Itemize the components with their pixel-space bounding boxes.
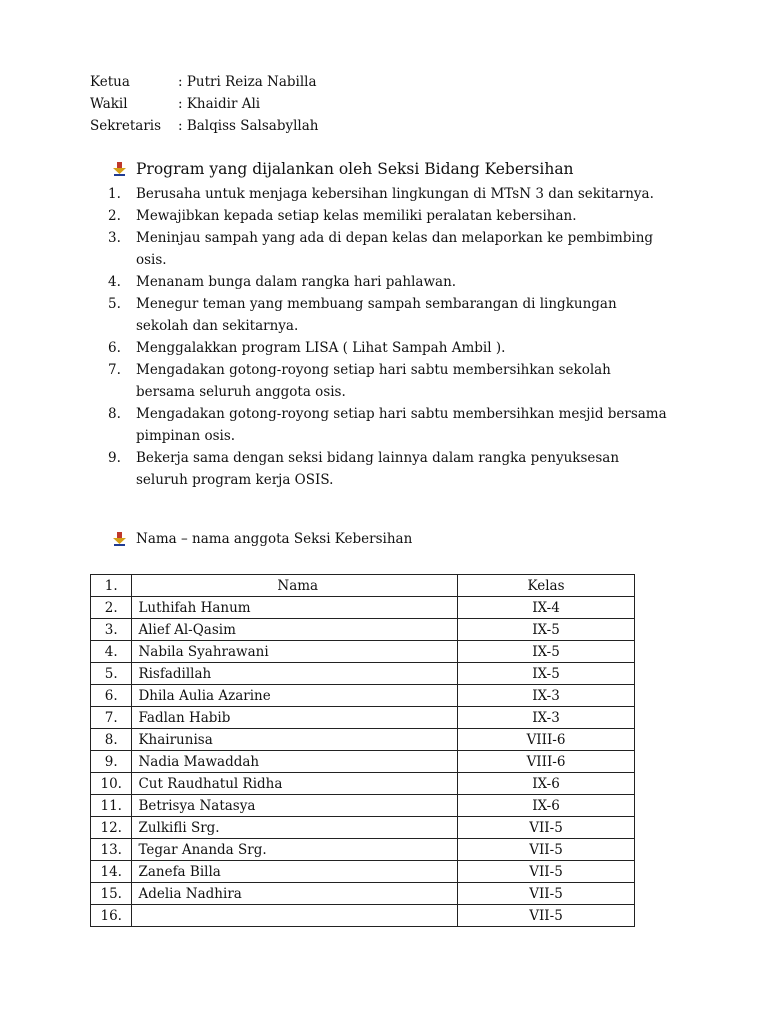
row-name: Zulkifli Srg. xyxy=(132,817,458,839)
list-item-text: Mewajibkan kepada setiap kelas memiliki peralatan kebersihan. xyxy=(136,208,577,224)
list-item xyxy=(108,205,668,227)
row-class: IX-4 xyxy=(458,597,635,619)
row-name: Nadia Mawaddah xyxy=(132,751,458,773)
officer-row-sekretaris xyxy=(90,115,318,137)
table-row xyxy=(91,685,635,707)
row-class: IX-5 xyxy=(458,663,635,685)
list-item-text: Menegur teman yang membuang sampah sembarangan di lingkungan sekolah dan sekitarnya. xyxy=(136,296,617,334)
header-kelas: Kelas xyxy=(458,575,635,597)
row-class: IX-6 xyxy=(458,773,635,795)
list-item xyxy=(108,293,668,337)
table-row xyxy=(91,905,635,927)
list-item xyxy=(108,403,668,447)
list-item-number: 5. xyxy=(108,296,121,312)
row-number: 4. xyxy=(91,641,132,663)
table-row xyxy=(91,729,635,751)
row-class: VII-5 xyxy=(458,861,635,883)
table-row xyxy=(91,751,635,773)
arrow-down-bullet-icon xyxy=(112,162,127,176)
row-class: VII-5 xyxy=(458,839,635,861)
list-item xyxy=(108,337,668,359)
table-row xyxy=(91,619,635,641)
row-number: 6. xyxy=(91,685,132,707)
list-item-number: 9. xyxy=(108,450,121,466)
row-number: 15. xyxy=(91,883,132,905)
officer-role: Ketua xyxy=(90,74,130,90)
list-item-text: Meninjau sampah yang ada di depan kelas dan melaporkan ke pembimbing osis. xyxy=(136,230,654,268)
row-number: 14. xyxy=(91,861,132,883)
row-name xyxy=(132,905,458,927)
members-heading-text: Nama – nama anggota Seksi Kebersihan xyxy=(136,531,413,547)
list-item xyxy=(108,447,668,491)
row-name: Luthifah Hanum xyxy=(132,597,458,619)
list-item-text: Mengadakan gotong-royong setiap hari sabtu membersihkan mesjid bersama pimpinan osis. xyxy=(136,406,667,444)
table-row xyxy=(91,597,635,619)
list-item-number: 2. xyxy=(108,208,121,224)
officer-name: : Khaidir Ali xyxy=(178,96,261,112)
list-item xyxy=(108,359,668,403)
row-number: 16. xyxy=(91,905,132,927)
row-number: 12. xyxy=(91,817,132,839)
table-row xyxy=(91,883,635,905)
officer-row-ketua xyxy=(90,71,318,93)
row-number: 5. xyxy=(91,663,132,685)
table-row xyxy=(91,795,635,817)
officers-block xyxy=(90,71,318,137)
list-item-number: 3. xyxy=(108,230,121,246)
members-table xyxy=(90,574,635,927)
row-name: Alief Al-Qasim xyxy=(132,619,458,641)
list-item xyxy=(108,271,668,293)
row-class: VIII-6 xyxy=(458,751,635,773)
program-list xyxy=(108,183,668,491)
row-class: IX-6 xyxy=(458,795,635,817)
row-class: IX-3 xyxy=(458,685,635,707)
row-name: Dhila Aulia Azarine xyxy=(132,685,458,707)
list-item-number: 8. xyxy=(108,406,121,422)
row-class: IX-5 xyxy=(458,619,635,641)
row-class: VII-5 xyxy=(458,883,635,905)
row-number: 8. xyxy=(91,729,132,751)
table-row xyxy=(91,641,635,663)
row-name: Nabila Syahrawani xyxy=(132,641,458,663)
row-number: 11. xyxy=(91,795,132,817)
table-row xyxy=(91,817,635,839)
arrow-down-bullet-icon xyxy=(112,532,127,546)
table-row xyxy=(91,773,635,795)
program-heading-text: Program yang dijalankan oleh Seksi Bidang Kebersihan xyxy=(136,160,574,178)
row-class: VIII-6 xyxy=(458,729,635,751)
row-number: 13. xyxy=(91,839,132,861)
row-number: 10. xyxy=(91,773,132,795)
officer-name: : Putri Reiza Nabilla xyxy=(178,74,317,90)
row-name: Betrisya Natasya xyxy=(132,795,458,817)
row-name: Adelia Nadhira xyxy=(132,883,458,905)
officer-row-wakil xyxy=(90,93,318,115)
officer-role: Wakil xyxy=(90,96,128,112)
list-item-number: 1. xyxy=(108,186,121,202)
officer-role: Sekretaris xyxy=(90,118,162,134)
table-header-row xyxy=(91,575,635,597)
table-row xyxy=(91,839,635,861)
list-item xyxy=(108,183,668,205)
header-nama: Nama xyxy=(132,575,458,597)
row-class: IX-5 xyxy=(458,641,635,663)
row-number: 3. xyxy=(91,619,132,641)
list-item-text: Mengadakan gotong-royong setiap hari sabtu membersihkan sekolah bersama seluruh anggota osis. xyxy=(136,362,611,400)
header-number: 1. xyxy=(91,575,132,597)
table-row xyxy=(91,663,635,685)
list-item-text: Berusaha untuk menjaga kebersihan lingkungan di MTsN 3 dan sekitarnya. xyxy=(136,186,654,202)
row-name: Risfadillah xyxy=(132,663,458,685)
row-name: Tegar Ananda Srg. xyxy=(132,839,458,861)
list-item-number: 6. xyxy=(108,340,121,356)
list-item-text: Menanam bunga dalam rangka hari pahlawan. xyxy=(136,274,457,290)
list-item-number: 4. xyxy=(108,274,121,290)
row-class: VII-5 xyxy=(458,905,635,927)
row-name: Zanefa Billa xyxy=(132,861,458,883)
table-row xyxy=(91,707,635,729)
row-number: 2. xyxy=(91,597,132,619)
list-item-text: Menggalakkan program LISA ( Lihat Sampah Ambil ). xyxy=(136,340,506,356)
list-item-text: Bekerja sama dengan seksi bidang lainnya dalam rangka penyuksesan seluruh program kerja OSIS. xyxy=(136,450,620,488)
program-section-heading xyxy=(112,160,574,178)
list-item-number: 7. xyxy=(108,362,121,378)
members-section-heading xyxy=(112,531,412,547)
row-name: Khairunisa xyxy=(132,729,458,751)
row-class: IX-3 xyxy=(458,707,635,729)
row-number: 7. xyxy=(91,707,132,729)
row-class: VII-5 xyxy=(458,817,635,839)
officer-name: : Balqiss Salsabyllah xyxy=(178,118,319,134)
row-number: 9. xyxy=(91,751,132,773)
row-name: Fadlan Habib xyxy=(132,707,458,729)
row-name: Cut Raudhatul Ridha xyxy=(132,773,458,795)
list-item xyxy=(108,227,668,271)
table-row xyxy=(91,861,635,883)
